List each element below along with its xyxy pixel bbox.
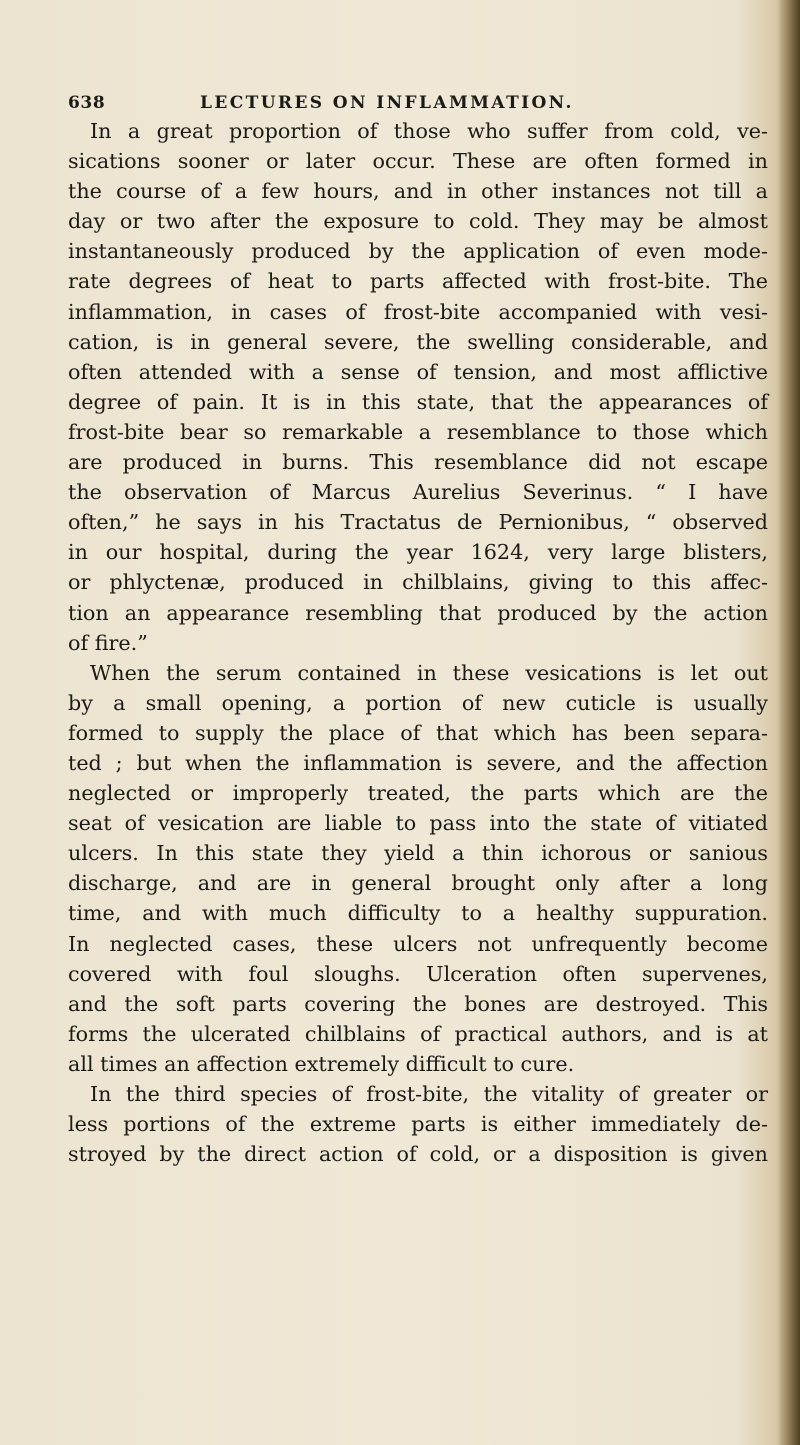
text-line: in our hospital, during the year 1624, very large blisters, [68, 540, 768, 565]
text-line: are produced in burns. This resemblance did not escape [68, 450, 768, 475]
text-line: all times an affection extremely difficult to cure. [68, 1051, 575, 1076]
text-line: degree of pain. It is in this state, that the appearances of [68, 389, 768, 414]
text-line: neglected or improperly treated, the parts which are the [68, 781, 768, 806]
text-line: often attended with a sense of tension, and most afflictive [68, 359, 768, 384]
text-line: cation, is in general severe, the swelling considerable, and [68, 329, 768, 354]
text-line: ted ; but when the inflammation is severe, and the affection [68, 750, 768, 775]
text-line: day or two after the exposure to cold. They may be almost [68, 209, 768, 234]
text-line: often,” he says in his Tractatus de Pernionibus, “ observed [68, 510, 768, 535]
text-line: seat of vesication are liable to pass into the state of vitiated [68, 811, 768, 836]
text-line: and the soft parts covering the bones are destroyed. This [68, 991, 768, 1016]
text-line: frost-bite bear so remarkable a resemblance to those which [68, 419, 768, 444]
text-line: or phlyctenæ, produced in chilblains, giving to this affec- [68, 570, 768, 595]
text-line: of fire.” [68, 630, 148, 655]
text-line: instantaneously produced by the application of even mode- [68, 239, 768, 264]
text-line: rate degrees of heat to parts affected with frost-bite. The [68, 269, 768, 294]
text-line: When the serum contained in these vesications is let out [90, 660, 768, 685]
text-line: less portions of the extreme parts is either immediately de- [68, 1112, 768, 1137]
text-line: covered with foul sloughs. Ulceration often supervenes, [68, 961, 768, 986]
body-text [68, 116, 768, 1169]
text-line: inflammation, in cases of frost-bite accompanied with vesi- [68, 299, 768, 324]
text-line: sications sooner or later occur. These are often formed in [68, 149, 768, 174]
text-line: forms the ulcerated chilblains of practical authors, and is at [68, 1021, 768, 1046]
running-head-title: LECTURES ON INFLAMMATION. [200, 93, 574, 113]
text-line: stroyed by the direct action of cold, or a disposition is given [68, 1142, 768, 1167]
text-line: In a great proportion of those who suffer from cold, ve- [90, 119, 768, 143]
text-line: discharge, and are in general brought only after a long [68, 871, 768, 896]
text-line: by a small opening, a portion of new cuticle is usually [68, 690, 768, 715]
text-line: In neglected cases, these ulcers not unfrequently become [68, 931, 768, 956]
text-line: time, and with much difficulty to a healthy suppuration. [68, 901, 768, 926]
text-line: tion an appearance resembling that produced by the action [68, 600, 768, 625]
page-number: 638 [68, 93, 106, 113]
text-line: ulcers. In this state they yield a thin ichorous or sanious [68, 841, 768, 866]
text-line: In the third species of frost-bite, the vitality of greater or [90, 1082, 768, 1106]
text-line: formed to supply the place of that which has been separa- [68, 720, 768, 745]
text-line: the course of a few hours, and in other instances not till a [68, 179, 768, 204]
text-line: the observation of Marcus Aurelius Severinus. “ I have [68, 480, 768, 505]
page-edge-shadow [778, 0, 800, 1445]
